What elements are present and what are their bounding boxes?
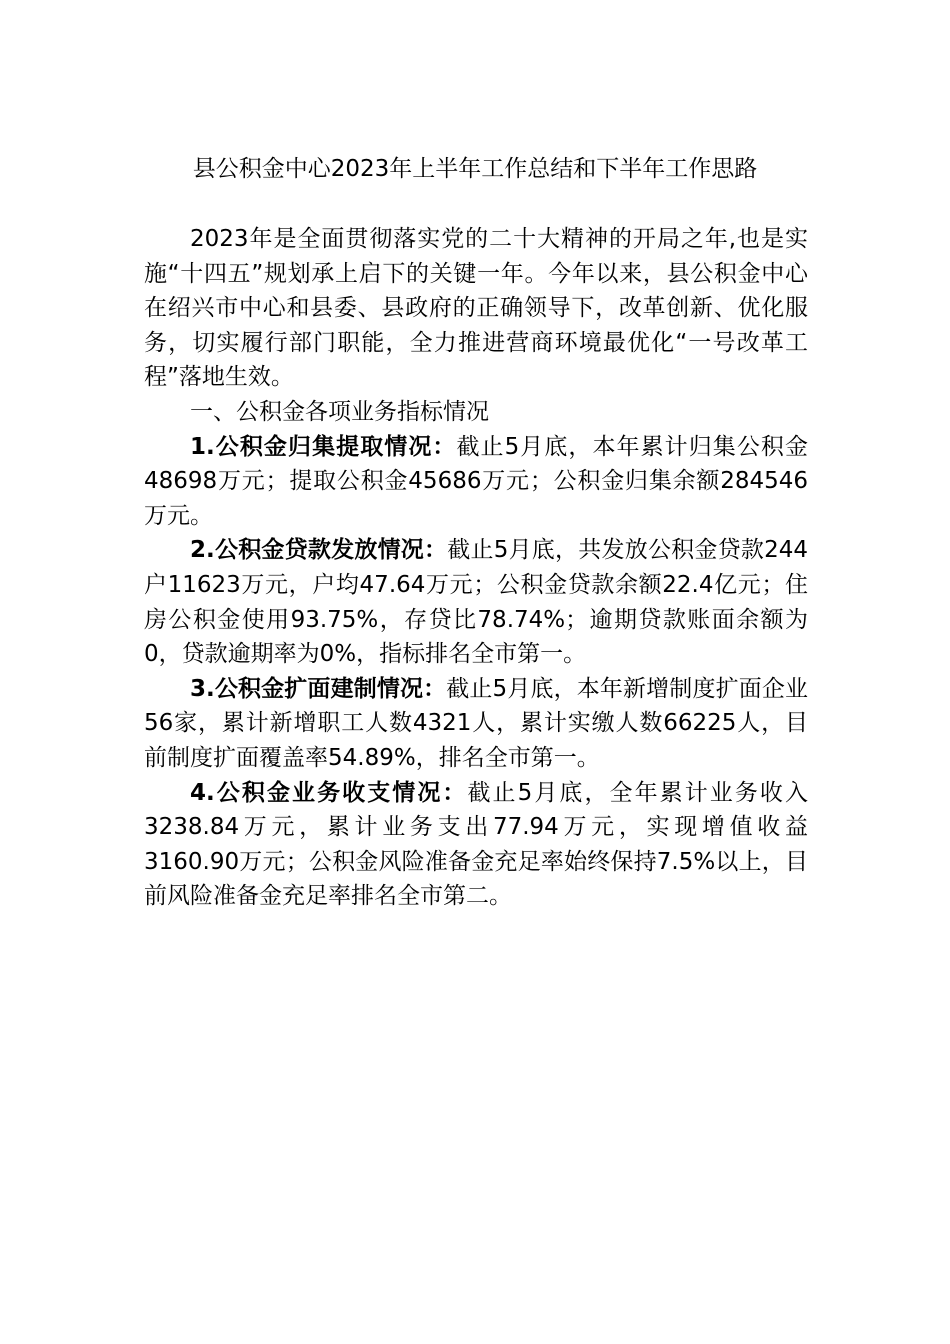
item-paragraph-3 [144,672,808,776]
item-text-1: 截止5月底，本年累计归集公积金48698万元；提取公积金45686万元；公积金归集余额284546万元。 [144,433,808,529]
section-heading: 一、公积金各项业务指标情况 [190,398,489,425]
item-text-4: 截止5月底，全年累计业务收入3238.84万元，累计业务支出77.94万元，实现增值收益3160.90万元；公积金风险准备金充足率始终保持7.5%以上，目前风险准备金充足率排名全市第二。 [144,779,808,910]
item-text-2: 截止5月底，共发放公积金贷款244户11623万元，户均47.64万元；公积金贷款余额22.4亿元；住房公积金使用93.75%，存贷比78.74%；逾期贷款账面余额为0，贷款逾期率为0%，指标排名全市第一。 [144,537,808,668]
document-title: 县公积金中心2023年上半年工作总结和下半年工作思路 [192,156,758,182]
item-lead-4: 4.公积金业务收支情况： [190,779,468,806]
item-paragraph-1 [144,430,808,534]
item-lead-3: 3.公积金扩面建制情况： [190,675,447,702]
item-paragraph-4 [144,776,808,914]
item-lead-2: 2.公积金贷款发放情况： [190,537,448,564]
item-paragraph-2 [144,533,808,671]
intro-paragraph: 2023年是全面贯彻落实党的二十大精神的开局之年,也是实施“十四五”规划承上启下的关键一年。今年以来，县公积金中心在绍兴市中心和县委、县政府的正确领导下，改革创新、优化服务，切实履行部门职能，全力推进营商环境最优化“一号改革工程”落地生效。 [144,226,808,391]
document-body [144,222,808,914]
item-lead-1: 1.公积金归集提取情况： [190,433,457,460]
item-text-3: 截止5月底，本年新增制度扩面企业56家，累计新增职工人数4321人，累计实缴人数66225人，目前制度扩面覆盖率54.89%，排名全市第一。 [144,675,808,771]
